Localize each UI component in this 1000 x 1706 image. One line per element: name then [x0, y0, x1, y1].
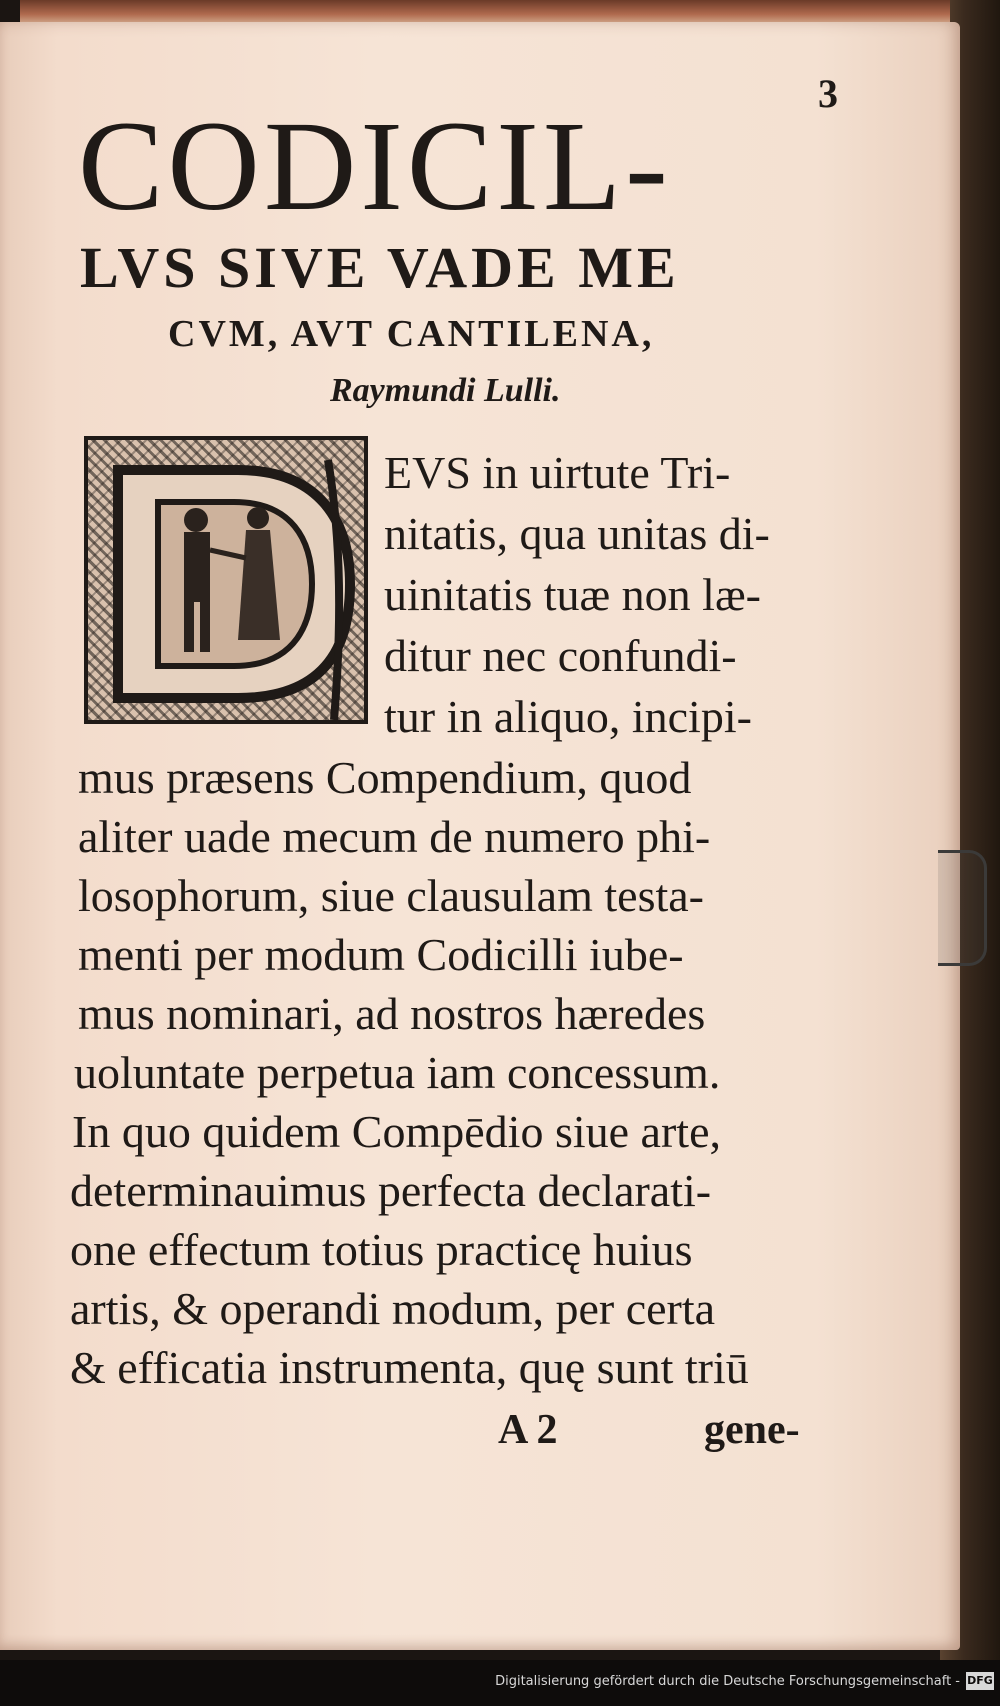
woodcut-illustration — [88, 440, 368, 724]
body-line: nitatis, qua unitas di- — [384, 508, 770, 559]
body-line: one effectum totius practicę huius — [70, 1224, 693, 1275]
body-line: determinauimus perfecta declarati- — [70, 1165, 712, 1216]
catchword: gene- — [704, 1407, 800, 1453]
body-line: losophorum, siue clausulam testa- — [78, 870, 704, 921]
body-line: aliter uade mecum de numero phi- — [78, 811, 711, 862]
dfg-logo-icon: DFG — [966, 1672, 994, 1690]
title-line-1: CODICIL- — [78, 95, 672, 237]
signature-mark: A 2 — [498, 1407, 558, 1453]
body-line: EVS in uirtute Tri- — [384, 447, 731, 498]
author-line: Raymundi Lulli. — [330, 372, 561, 409]
body-line: ditur nec confundi- — [384, 630, 737, 681]
page-clip — [938, 850, 987, 966]
page-number: 3 — [818, 71, 838, 116]
footer-bar — [0, 1660, 1000, 1706]
footer-credit: Digitalisierung gefördert durch die Deutsche Forschungsgemeinschaft - — [495, 1674, 960, 1689]
body-line: tur in aliquo, incipi- — [384, 691, 752, 742]
body-line: menti per modum Codicilli iube- — [78, 929, 684, 980]
body-line: mus nominari, ad nostros hæredes — [78, 988, 706, 1039]
body-line: artis, & operandi modum, per certa — [70, 1283, 716, 1334]
title-line-2: LVS SIVE VADE ME — [80, 235, 680, 300]
woodcut-initial-icon — [84, 436, 368, 724]
body-line: In quo quidem Compēdio siue arte, — [72, 1106, 721, 1157]
body-line-last: & efficatia instrumenta, quę sunt triū — [70, 1342, 749, 1393]
title-line-3: CVM, AVT CANTILENA, — [168, 313, 655, 355]
body-line: mus præsens Compendium, quod — [78, 752, 692, 803]
body-line: uinitatis tuæ non læ- — [384, 569, 761, 620]
body-line: uoluntate perpetua iam concessum. — [74, 1047, 721, 1098]
